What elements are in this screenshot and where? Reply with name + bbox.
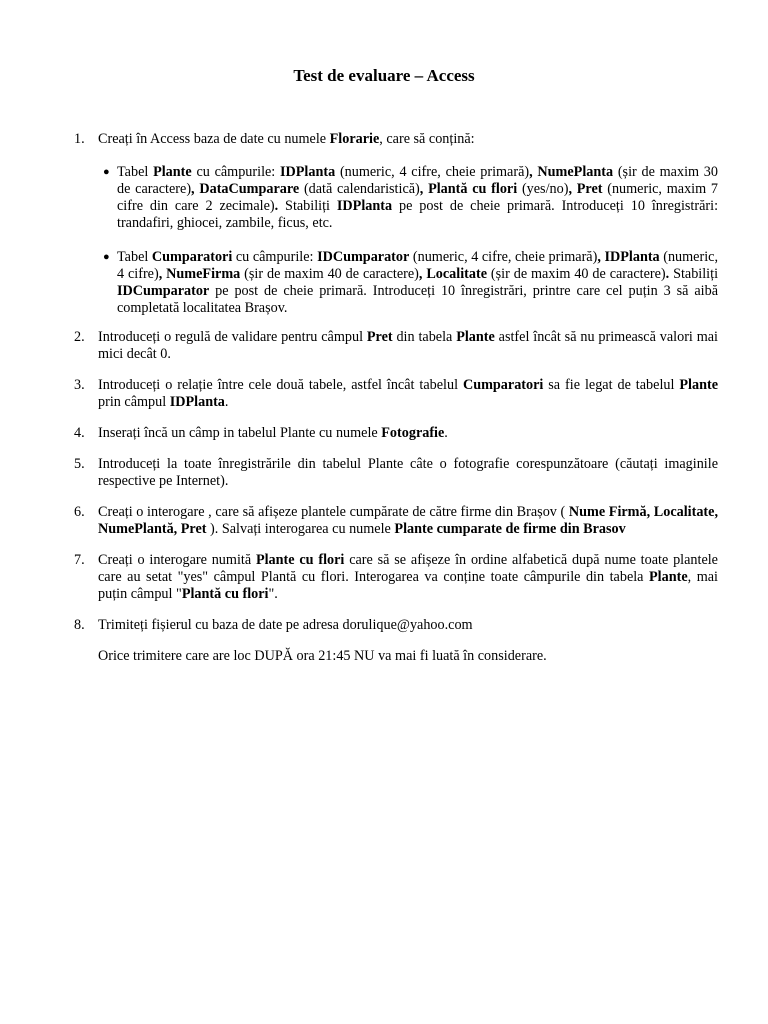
bullet-item-cumparatori: ● Tabel Cumparatori cu câmpurile: IDCumparator (numeric, 4 cifre, cheie primară), IDPlanta (numeric, 4 cifre), NumeFirma (șir de maxim 40 de caractere), Localitate (șir de maxim 40 de caractere). Stabiliți IDCumparator pe post de cheie primară. Introduceți 10 înregistrări, printre care cel puțin 3 să aibă completată localitatea Brașov.	[103, 249, 719, 316]
document-body	[74, 131, 718, 665]
list-item-6: 6. Creați o interogare , care să afișeze plantele cumpărate de către firme din Brașov ( Nume Firmă, Localitate, NumePlantă, Pret ). Salvați interogarea cu numele Plante cumparate de firme din Brasov	[74, 504, 718, 537]
bullet-icon: ●	[103, 251, 110, 263]
list-item-4: 4. Inserați încă un câmp in tabelul Plante cu numele Fotografie.	[74, 425, 448, 441]
list-item-1: 1. Creați în Access baza de date cu numele Florarie, care să conțină:	[74, 131, 475, 147]
deadline-note: Orice trimitere care are loc DUPĂ ora 21:45 NU va mai fi luată în considerare.	[98, 648, 547, 664]
item-number: 6.	[74, 504, 85, 520]
item-number: 2.	[74, 329, 85, 345]
item-number: 8.	[74, 617, 85, 633]
item-number: 3.	[74, 377, 85, 393]
item-number: 4.	[74, 425, 85, 441]
list-item-7: 7. Creați o interogare numită Plante cu flori care să se afișeze în ordine alfabetică după nume toate plantele care au setat "yes" câmpul Plantă cu flori. Interogarea va conține toate câmpurile din tabela Plante, mai puțin câmpul "Plantă cu flori".	[74, 552, 718, 602]
document-title: Test de evaluare – Access	[293, 66, 475, 85]
item-number: 1.	[74, 131, 85, 147]
bullet-item-plante: ● Tabel Plante cu câmpurile: IDPlanta (numeric, 4 cifre, cheie primară), NumePlanta (șir de maxim 30 de caractere), DataCumparare (dată calendaristică), Plantă cu flori (yes/no), Pret (numeric, maxim 7 cifre din care 2 zecimale). Stabiliți IDPlanta pe post de cheie primară. Introduceți 10 înregistrări: trandafiri, ghiocei, zambile, ficus, etc.	[103, 164, 719, 231]
list-item-3: 3. Introduceți o relație între cele două tabele, astfel încât tabelul Cumparatori sa fie legat de tabelul Plante prin câmpul IDPlanta.	[74, 377, 718, 410]
item-number: 5.	[74, 456, 85, 472]
list-item-2: 2. Introduceți o regulă de validare pentru câmpul Pret din tabela Plante astfel încât să nu primească valori mai mici decât 0.	[74, 329, 718, 362]
bullet-icon: ●	[103, 166, 110, 178]
list-item-5: 5. Introduceți la toate înregistrările din tabelul Plante câte o fotografie corespunzătoare (căutați imaginile respective pe Internet).	[74, 456, 718, 489]
item-number: 7.	[74, 552, 85, 568]
list-item-8: 8. Trimiteți fișierul cu baza de date pe adresa dorulique@yahoo.com	[74, 617, 473, 633]
